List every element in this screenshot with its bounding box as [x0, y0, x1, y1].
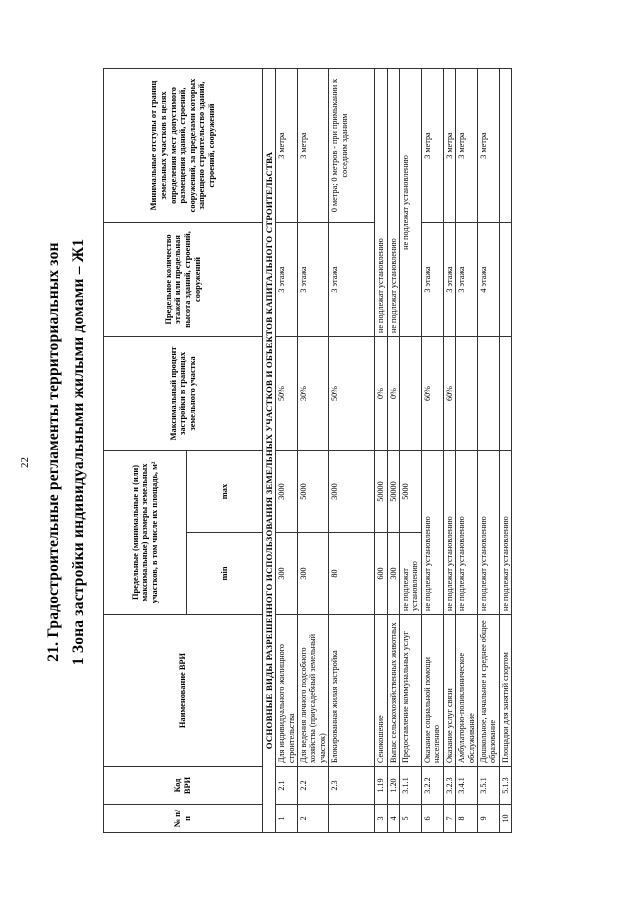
- cell-num: 2: [297, 805, 328, 833]
- cell-num: 6: [421, 805, 443, 833]
- cell-percent: 0%: [375, 337, 387, 451]
- cell-num: 9: [478, 805, 500, 833]
- header-min: min: [187, 533, 263, 615]
- cell-code: 2.2: [297, 767, 328, 805]
- cell-num: 10: [499, 805, 511, 833]
- cell-max: 5000: [297, 451, 328, 533]
- table-row: [329, 69, 375, 833]
- cell-name: Дошкольное, начальное и среднее общее образование: [478, 615, 500, 767]
- section-title: ОСНОВНЫЕ ВИДЫ РАЗРЕШЕННОГО ИСПОЛЬЗОВАНИЯ ЗЕМЕЛЬНЫХ УЧАСТКОВ И ОБЪЕКТОВ КАПИТАЛЬНОГО СТРОИТЕЛЬСТВА: [263, 69, 276, 833]
- cell-max: 3000: [329, 451, 375, 533]
- cell-min: 80: [329, 533, 375, 615]
- cell-percent: [400, 337, 422, 451]
- cell-max: 50000: [375, 451, 387, 533]
- regulations-table: [103, 68, 512, 833]
- table-row: [375, 69, 387, 833]
- page-number: 22: [19, 457, 31, 468]
- cell-num: 5: [400, 805, 422, 833]
- header-floors: Предельное количество этажей или предельная высота зданий, строений, сооружений: [104, 223, 263, 337]
- cell-floors: 3 этажа: [421, 223, 443, 337]
- header-name: Наименование ВРИ: [104, 615, 263, 767]
- cell-area-not-established: не подлежат установлению: [499, 451, 511, 615]
- cell-percent: 30%: [297, 337, 328, 451]
- cell-floors: 3 этажа: [329, 223, 375, 337]
- cell-not-established: не подлежат установлению: [400, 69, 422, 337]
- header-num: № п/п: [104, 805, 263, 833]
- cell-setback: 3 метра: [276, 69, 298, 223]
- header-code: Код ВРИ: [104, 767, 263, 805]
- table-row: [276, 69, 298, 833]
- cell-name: Выпас сельскохозяйственных животных: [387, 615, 399, 767]
- cell-min: 300: [276, 533, 298, 615]
- cell-floors: 3 этажа: [297, 223, 328, 337]
- header-setback: Минимальные отступы от границ земельных участков в целях определения мест допустимого размещения зданий, строений, сооружений, за пределами которых запрещено строительство зданий, строений, сооружений: [104, 69, 263, 223]
- cell-name: Предоставление коммунальных услуг: [400, 615, 422, 767]
- table-row: [387, 69, 399, 833]
- cell-setback: 3 метра: [456, 69, 478, 223]
- cell-name: Блокированная жилая застройка: [329, 615, 375, 767]
- cell-setback: [499, 69, 511, 223]
- cell-min: 300: [297, 533, 328, 615]
- cell-area-not-established: не подлежат установлению: [421, 451, 443, 615]
- cell-percent: 60%: [421, 337, 443, 451]
- cell-num: 1: [276, 805, 298, 833]
- cell-code: 3.1.1: [400, 767, 422, 805]
- document-title: 21. Градостроительные регламенты территориальных зон: [45, 242, 62, 662]
- cell-percent: 60%: [443, 337, 455, 451]
- cell-code: 2.1: [276, 767, 298, 805]
- cell-num: 3: [375, 805, 387, 833]
- cell-percent: [499, 337, 511, 451]
- table-row: [478, 69, 500, 833]
- cell-not-established: не подлежат установлению: [387, 69, 399, 337]
- table-row: [443, 69, 455, 833]
- cell-code: 1.19: [375, 767, 387, 805]
- cell-percent: 0%: [387, 337, 399, 451]
- cell-num: 4: [387, 805, 399, 833]
- cell-floors: 3 этажа: [456, 223, 478, 337]
- cell-name: Для индивидуального жилищного строительства: [276, 615, 298, 767]
- cell-code: 1.20: [387, 767, 399, 805]
- cell-max: 5000: [400, 451, 422, 533]
- cell-percent: [478, 337, 500, 451]
- header-max: max: [187, 451, 263, 533]
- cell-percent: 50%: [276, 337, 298, 451]
- cell-area-not-established: не подлежат установлению: [456, 451, 478, 615]
- header-area-group: Предельные (минимальные и (или) максимальные) размеры земельных участков, в том числе их площадь, м²: [104, 451, 187, 615]
- table-row: [456, 69, 478, 833]
- cell-code: 2.3: [329, 767, 375, 805]
- zone-subtitle: 1 Зона застройки индивидуальными жилыми домами – Ж1: [70, 238, 87, 666]
- cell-min: 300: [387, 533, 399, 615]
- table-row: [421, 69, 443, 833]
- cell-setback: 0 метра; 0 метров - при примыкании к соседним зданиям: [329, 69, 375, 223]
- cell-name: Для ведения личного подсобного хозяйства (приусадебный земельный участок): [297, 615, 328, 767]
- cell-name: Сенокошение: [375, 615, 387, 767]
- table-row: [297, 69, 328, 833]
- cell-floors: 3 этажа: [276, 223, 298, 337]
- table-row: [400, 69, 422, 833]
- cell-max: 3000: [276, 451, 298, 533]
- cell-name: Оказание услуг связи: [443, 615, 455, 767]
- cell-floors: 3 этажа: [443, 223, 455, 337]
- cell-percent: [456, 337, 478, 451]
- cell-num: [329, 805, 375, 833]
- cell-area-not-established: не подлежат установлению: [478, 451, 500, 615]
- cell-setback: 3 метра: [478, 69, 500, 223]
- cell-floors: 4 этажа: [478, 223, 500, 337]
- cell-code: 3.2.3: [443, 767, 455, 805]
- table-row: [499, 69, 511, 833]
- cell-min: не подлежат установлению: [400, 533, 422, 615]
- cell-setback: 3 метра: [297, 69, 328, 223]
- section-row: [263, 69, 276, 833]
- cell-setback: 3 метра: [421, 69, 443, 223]
- cell-setback: 3 метра: [443, 69, 455, 223]
- cell-num: 7: [443, 805, 455, 833]
- cell-percent: 50%: [329, 337, 375, 451]
- cell-not-established: не подлежат установлению: [375, 69, 387, 337]
- header-row: [104, 69, 187, 833]
- cell-name: Оказание социальной помощи населению: [421, 615, 443, 767]
- cell-min: 600: [375, 533, 387, 615]
- cell-code: 3.4.1: [456, 767, 478, 805]
- cell-name: Площадки для занятий спортом: [499, 615, 511, 767]
- cell-code: 3.5.1: [478, 767, 500, 805]
- cell-code: 5.1.3: [499, 767, 511, 805]
- cell-code: 3.2.2: [421, 767, 443, 805]
- cell-max: 50000: [387, 451, 399, 533]
- header-percent: Максимальный процент застройки в границах земельного участка: [104, 337, 263, 451]
- cell-floors: [499, 223, 511, 337]
- cell-area-not-established: не подлежат установлению: [443, 451, 455, 615]
- cell-name: Амбулаторно-поликлиническое обслуживание: [456, 615, 478, 767]
- cell-num: 8: [456, 805, 478, 833]
